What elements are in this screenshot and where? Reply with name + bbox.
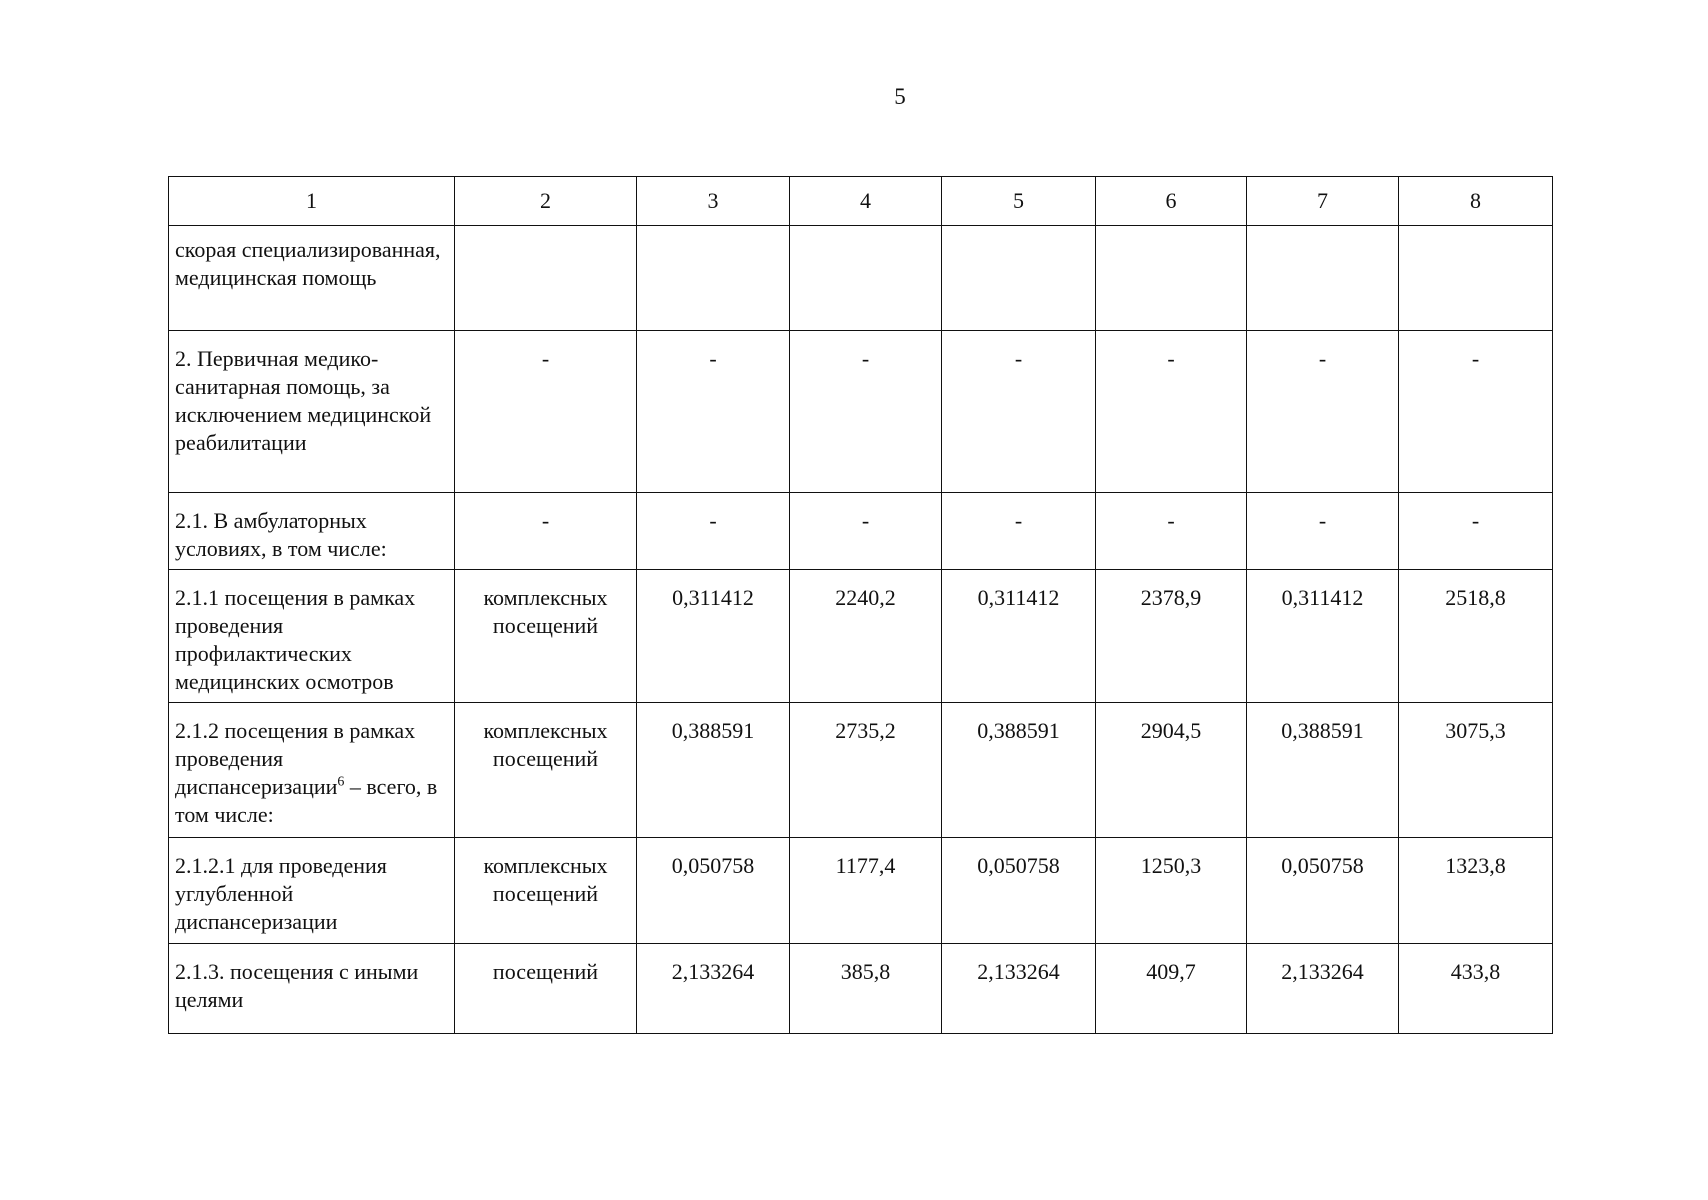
row-unit: посещений [455, 944, 637, 1034]
table-row [169, 944, 1553, 1034]
row-label: 2.1.1 посещения в рамках проведения профилактических медицинских осмотров [169, 570, 455, 703]
table-header [169, 177, 1553, 226]
row-value: - [1399, 331, 1553, 493]
row-unit: - [455, 331, 637, 493]
table-row [169, 838, 1553, 944]
header-cell-8: 8 [1399, 177, 1553, 226]
row-value: 433,8 [1399, 944, 1553, 1034]
row-value: 2735,2 [790, 703, 942, 838]
table-row [169, 226, 1553, 331]
row-value: - [1247, 493, 1399, 570]
row-value: 409,7 [1096, 944, 1247, 1034]
header-cell-2: 2 [455, 177, 637, 226]
row-value: 0,388591 [1247, 703, 1399, 838]
row-value: 1250,3 [1096, 838, 1247, 944]
row-value: - [942, 331, 1096, 493]
row-value: 0,311412 [1247, 570, 1399, 703]
row-value: 2378,9 [1096, 570, 1247, 703]
row-value: - [1399, 493, 1553, 570]
row-value: - [1247, 331, 1399, 493]
row-value: - [942, 493, 1096, 570]
row-value: 2,133264 [1247, 944, 1399, 1034]
row-label-tail: – всего, в том числе: [175, 774, 438, 827]
header-cell-6: 6 [1096, 177, 1247, 226]
row-label: скорая специализированная, медицинская помощь [169, 226, 455, 331]
row-value: 0,388591 [637, 703, 790, 838]
row-value: 1177,4 [790, 838, 942, 944]
row-value: 2518,8 [1399, 570, 1553, 703]
header-cell-3: 3 [637, 177, 790, 226]
row-label: 2.1.3. посещения с иными целями [169, 944, 455, 1034]
row-label: 2.1.2.1 для проведения углубленной диспансеризации [169, 838, 455, 944]
row-value: 2,133264 [637, 944, 790, 1034]
row-value [637, 226, 790, 331]
header-cell-4: 4 [790, 177, 942, 226]
row-value: - [1096, 331, 1247, 493]
header-cell-5: 5 [942, 177, 1096, 226]
row-value: 2,133264 [942, 944, 1096, 1034]
row-value: - [637, 493, 790, 570]
row-value: 0,311412 [637, 570, 790, 703]
row-value [790, 226, 942, 331]
row-value: 0,050758 [1247, 838, 1399, 944]
row-value: 0,311412 [942, 570, 1096, 703]
row-value: 2240,2 [790, 570, 942, 703]
row-value [1247, 226, 1399, 331]
row-value: - [1096, 493, 1247, 570]
row-label: 2. Первичная медико-санитарная помощь, за исключением медицинской реабилитации [169, 331, 455, 493]
row-unit: комплексных посещений [455, 703, 637, 838]
table-row [169, 703, 1553, 838]
row-value: 0,050758 [942, 838, 1096, 944]
row-value [942, 226, 1096, 331]
row-unit: - [455, 493, 637, 570]
row-value: - [790, 331, 942, 493]
row-label [169, 703, 455, 838]
row-value: 0,388591 [942, 703, 1096, 838]
header-cell-7: 7 [1247, 177, 1399, 226]
row-value: 0,050758 [637, 838, 790, 944]
row-value: 2904,5 [1096, 703, 1247, 838]
row-label: 2.1. В амбулаторных условиях, в том числе: [169, 493, 455, 570]
data-table [168, 176, 1553, 1034]
table-row [169, 331, 1553, 493]
row-value: 3075,3 [1399, 703, 1553, 838]
row-unit [455, 226, 637, 331]
table-row [169, 570, 1553, 703]
table-row [169, 493, 1553, 570]
table-body [169, 226, 1553, 1034]
footnote-ref: 6 [337, 774, 345, 790]
row-value: 1323,8 [1399, 838, 1553, 944]
row-value: - [637, 331, 790, 493]
page-number: 5 [894, 84, 906, 109]
row-value [1399, 226, 1553, 331]
row-value: 385,8 [790, 944, 942, 1034]
row-value: - [790, 493, 942, 570]
row-unit: комплексных посещений [455, 570, 637, 703]
row-label-text: 2.1.2 посещения в рамках проведения диспансеризации [175, 718, 416, 799]
header-row [169, 177, 1553, 226]
header-cell-1: 1 [169, 177, 455, 226]
row-value [1096, 226, 1247, 331]
row-unit: комплексных посещений [455, 838, 637, 944]
